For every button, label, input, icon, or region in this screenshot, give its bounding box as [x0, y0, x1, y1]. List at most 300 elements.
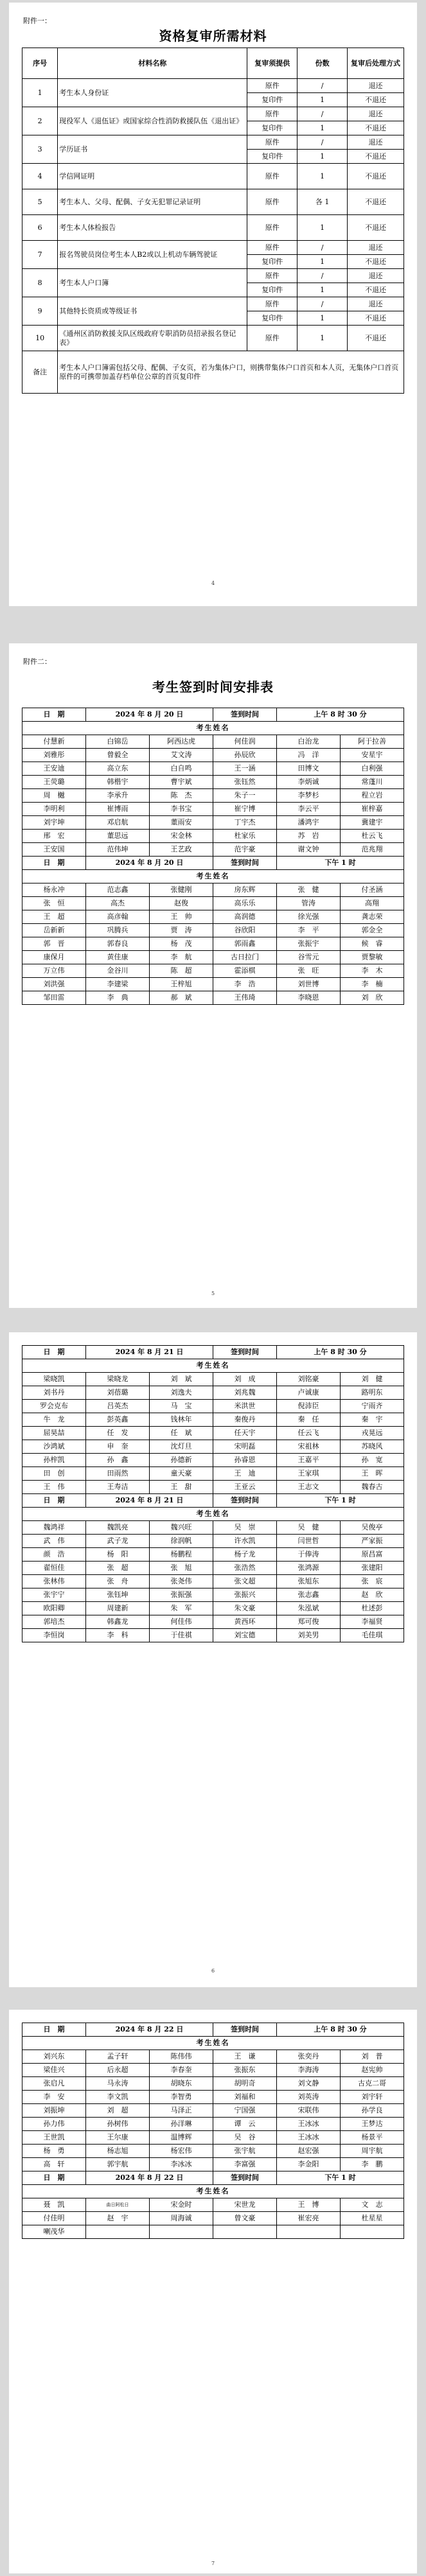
candidate-name: 田博文 [277, 762, 341, 776]
table-row [22, 107, 404, 121]
copies: 1 [297, 311, 348, 326]
candidate-name: 冯 洋 [277, 749, 341, 762]
candidate-name: 李文凯 [86, 2091, 150, 2104]
candidate-name: 赵 宇 [86, 2212, 150, 2225]
candidate-name: 罗会克布 [22, 1400, 86, 1413]
candidate-name: 任 发 [86, 1427, 150, 1440]
header-cell: 复审须提供 [247, 48, 297, 79]
candidate-name: 康保月 [22, 951, 86, 964]
candidate-name: 杨 阳 [86, 1548, 150, 1562]
handling: 不退还 [348, 164, 404, 189]
date-value: 2024 年 8 月 21 日 [86, 1494, 213, 1508]
candidate-name: 杨志旭 [86, 2145, 150, 2158]
candidate-name: 郭金全 [341, 924, 404, 937]
table-row [22, 830, 404, 843]
candidate-name: 王伟琦 [213, 991, 277, 1005]
candidate-name: 付佳明 [22, 2212, 86, 2225]
provide-type: 复印件 [247, 93, 297, 107]
candidate-name: 李智勇 [150, 2091, 213, 2104]
provide-type: 原件 [247, 269, 297, 283]
table-row [22, 964, 404, 978]
candidate-name: 王寿洁 [86, 1481, 150, 1494]
table-row [22, 2212, 404, 2225]
candidate-name-header: 考生姓名 [22, 2037, 404, 2050]
candidate-name: 宋祖林 [277, 1440, 341, 1454]
candidate-name: 霍添棋 [213, 964, 277, 978]
item-number: 7 [22, 241, 58, 269]
provide-type: 复印件 [247, 121, 297, 135]
table-row [22, 1413, 404, 1427]
candidate-name: 沙鸿斌 [22, 1440, 86, 1454]
candidate-name: 田 创 [22, 1467, 86, 1481]
candidate-name: 牛 龙 [22, 1413, 86, 1427]
item-number: 3 [22, 135, 58, 164]
table-row [22, 843, 404, 857]
candidate-name: 高 轩 [22, 2158, 86, 2171]
material-name: 其他特长资质或等级证书 [58, 297, 247, 326]
material-name: 学历证书 [58, 135, 247, 164]
candidate-name: 王 超 [22, 910, 86, 924]
item-number: 2 [22, 107, 58, 135]
candidate-name: 沈灯旦 [150, 1440, 213, 1454]
handling: 退还 [348, 135, 404, 150]
candidate-name: 谷雪元 [277, 951, 341, 964]
copies: / [297, 241, 348, 255]
table-row [22, 1588, 404, 1602]
band-row [22, 2185, 404, 2198]
candidate-name: 杨鹏程 [150, 1548, 213, 1562]
candidate-name: 郭宇航 [86, 2158, 150, 2171]
provide-type: 复印件 [247, 150, 297, 164]
candidate-name: 李富强 [213, 2158, 277, 2171]
candidate-name: 倪沛臣 [277, 1400, 341, 1413]
table-row [22, 1454, 404, 1467]
candidate-name: 于俸涛 [277, 1548, 341, 1562]
candidate-name: 李春奎 [150, 2064, 213, 2077]
table-row [22, 749, 404, 762]
candidate-name: 温博辉 [150, 2131, 213, 2145]
candidate-name: 李冰冰 [150, 2158, 213, 2171]
date-value: 2024 年 8 月 22 日 [86, 2023, 213, 2037]
table-row [22, 2131, 404, 2145]
candidate-name: 胡明奇 [213, 2077, 277, 2091]
candidate-name: 冀建宇 [341, 816, 404, 830]
candidate-name: 刘 普 [341, 2050, 404, 2064]
page-number: 4 [211, 580, 215, 586]
candidate-name-header: 考生姓名 [22, 870, 404, 883]
note-text: 考生本人户口簿需包括父母、配偶、子女页，若为集体户口，则携带集体户口首页和本人页，无集体户口首页原件的可携带加盖存档单位公章的首页复印件 [58, 351, 404, 394]
candidate-name: 毛佳琪 [341, 1629, 404, 1642]
candidate-name: 米洪世 [213, 1400, 277, 1413]
candidate-name: 李金阳 [277, 2158, 341, 2171]
candidate-name: 田雨然 [86, 1467, 150, 1481]
candidate-name: 李建梁 [86, 978, 150, 991]
date-header-row [22, 2023, 404, 2037]
candidate-name: 秦 任 [277, 1413, 341, 1427]
candidate-name: 张旭东 [277, 1575, 341, 1588]
handling: 退还 [348, 269, 404, 283]
candidate-name: 郝 斌 [150, 991, 213, 1005]
table-row [22, 991, 404, 1005]
candidate-name: 张 旭 [150, 1562, 213, 1575]
candidate-name: 刘世博 [277, 978, 341, 991]
candidate-name: 王梓旭 [150, 978, 213, 991]
candidate-name: 张 舟 [86, 1575, 150, 1588]
candidate-name: 许水凯 [213, 1535, 277, 1548]
handling: 不退还 [348, 189, 404, 215]
copies: / [297, 79, 348, 93]
candidate-name: 王嘉平 [277, 1454, 341, 1467]
candidate-name: 丁宇杰 [213, 816, 277, 830]
candidate-name: 魏春古 [341, 1481, 404, 1494]
copies: 1 [297, 93, 348, 107]
date-header-row [22, 857, 404, 870]
candidate-name [86, 2225, 150, 2239]
checkin-time: 下午 1 时 [277, 2171, 404, 2185]
provide-type: 原件 [247, 107, 297, 121]
copies: / [297, 135, 348, 150]
candidate-name: 孙睿恩 [213, 1454, 277, 1467]
material-name: 现役军人《退伍证》或国家综合性消防救援队伍《退出证》 [58, 107, 247, 135]
page-title: 考生签到时间安排表 [152, 679, 274, 695]
provide-type: 原件 [247, 241, 297, 255]
handling: 不退还 [348, 283, 404, 297]
candidate-name: 邓启航 [86, 816, 150, 830]
candidate-name: 刘 欣 [341, 991, 404, 1005]
copies: 1 [297, 255, 348, 269]
candidate-name: 卢诚康 [277, 1386, 341, 1400]
candidate-name: 后永超 [86, 2064, 150, 2077]
candidate-name: 李海涛 [277, 2064, 341, 2077]
candidate-name: 王 伟 [22, 1481, 86, 1494]
candidate-name-header: 考生姓名 [22, 1508, 404, 1521]
candidate-name: 李福贤 [341, 1615, 404, 1629]
material-name: 考生本人体检报告 [58, 215, 247, 241]
checkin-label: 签到时间 [213, 2171, 277, 2185]
table-row [22, 2091, 404, 2104]
candidate-name: 武 伟 [22, 1535, 86, 1548]
candidate-name: 宋联伟 [277, 2104, 341, 2118]
candidate-name: 刘 健 [341, 1373, 404, 1386]
candidate-name: 付圣涵 [341, 883, 404, 897]
candidate-name: 赵宏强 [277, 2145, 341, 2158]
candidate-name: 贾黎敏 [341, 951, 404, 964]
candidate-name: 王 晖 [341, 1467, 404, 1481]
candidate-name: 刘 超 [86, 2104, 150, 2118]
table-row [22, 1562, 404, 1575]
candidate-name: 任云飞 [277, 1427, 341, 1440]
candidate-name: 古克二哥 [341, 2077, 404, 2091]
candidate-name: 路明东 [341, 1386, 404, 1400]
checkin-time: 下午 1 时 [277, 1494, 404, 1508]
candidate-name: 常蓬川 [341, 776, 404, 789]
table-row [22, 789, 404, 803]
candidate-name: 高杰 [86, 897, 150, 910]
candidate-name: 刘雅彤 [22, 749, 86, 762]
table-row [22, 883, 404, 897]
candidate-name: 崔宏亮 [277, 2212, 341, 2225]
candidate-name: 马泽正 [150, 2104, 213, 2118]
candidate-name: 万立伟 [22, 964, 86, 978]
candidate-name: 崔宁博 [213, 803, 277, 816]
candidate-name: 钱林年 [150, 1413, 213, 1427]
page-3 [9, 1332, 417, 1987]
candidate-name: 谷欣阳 [213, 924, 277, 937]
material-name: 考生本人户口簿 [58, 269, 247, 297]
checkin-time: 上午 8 时 30 分 [277, 2023, 404, 2037]
candidate-name: 李 平 [277, 924, 341, 937]
candidate-name: 孙 宽 [341, 1454, 404, 1467]
candidate-name: 张振兴 [213, 1588, 277, 1602]
candidate-name: 王一涵 [213, 762, 277, 776]
candidate-name: 刘洪强 [22, 978, 86, 991]
candidate-name: 何佳润 [213, 735, 277, 749]
page-number: 5 [211, 1291, 215, 1296]
candidate-name: 张 旺 [277, 964, 341, 978]
candidate-name: 刘英涛 [277, 2091, 341, 2104]
table-row [22, 937, 404, 951]
copies: 1 [297, 164, 348, 189]
candidate-name: 李 安 [22, 2091, 86, 2104]
item-number: 9 [22, 297, 58, 326]
candidate-name: 刘兴东 [22, 2050, 86, 2064]
candidate-name: 王梦达 [341, 2118, 404, 2131]
copies: 1 [297, 121, 348, 135]
candidate-name: 张志鑫 [277, 1588, 341, 1602]
item-number: 10 [22, 326, 58, 351]
schedule-table [22, 2023, 404, 2239]
header-cell: 复审后处理方式 [348, 48, 404, 79]
candidate-name-header: 考生姓名 [22, 722, 404, 735]
candidate-name: 屈昊喆 [22, 1427, 86, 1440]
handling: 不退还 [348, 255, 404, 269]
band-row [22, 722, 404, 735]
candidate-name: 杨永冲 [22, 883, 86, 897]
table-row [22, 776, 404, 789]
copies: / [297, 269, 348, 283]
candidate-name: 赵俊 [150, 897, 213, 910]
table-row [22, 816, 404, 830]
candidate-name: 韩楷宇 [86, 776, 150, 789]
candidate-name: 谭 云 [213, 2118, 277, 2131]
candidate-name: 刘文静 [277, 2077, 341, 2091]
candidate-name: 巩腾兵 [86, 924, 150, 937]
candidate-name: 李明利 [22, 803, 86, 816]
candidate-name: 李炳诚 [277, 776, 341, 789]
candidate-name: 梁晓凯 [22, 1373, 86, 1386]
table-row [22, 2145, 404, 2158]
candidate-name: 李 航 [150, 951, 213, 964]
candidate-name: 喇茂华 [22, 2225, 86, 2239]
candidate-name: 管涛 [277, 897, 341, 910]
candidate-name [341, 2225, 404, 2239]
date-label: 日 期 [22, 1346, 86, 1359]
candidate-name: 龚志荣 [341, 910, 404, 924]
candidate-name: 王亚云 [213, 1481, 277, 1494]
candidate-name: 徐润帆 [150, 1535, 213, 1548]
band-row [22, 1508, 404, 1521]
candidate-name: 孙辰欣 [213, 749, 277, 762]
candidate-name: 曲日阿松日 [86, 2198, 150, 2212]
copies: 1 [297, 150, 348, 164]
candidate-name: 王荧璐 [22, 776, 86, 789]
candidate-name: 王安迪 [22, 762, 86, 776]
item-number: 1 [22, 79, 58, 107]
date-value: 2024 年 8 月 20 日 [86, 708, 213, 722]
date-label: 日 期 [22, 708, 86, 722]
candidate-name: 李 楠 [341, 978, 404, 991]
provide-type: 复印件 [247, 311, 297, 326]
candidate-name: 李书宝 [150, 803, 213, 816]
candidate-name: 吴 崇 [213, 1521, 277, 1535]
table-row [22, 215, 404, 241]
table-row [22, 978, 404, 991]
candidate-name: 孙梓凯 [22, 1454, 86, 1467]
table-row [22, 1548, 404, 1562]
band-row [22, 870, 404, 883]
candidate-name: 李梦杉 [277, 789, 341, 803]
table-row [22, 241, 404, 255]
candidate-name: 孙树伟 [86, 2118, 150, 2131]
candidate-name: 刘 斌 [150, 1373, 213, 1386]
table-row [22, 2104, 404, 2118]
handling: 不退还 [348, 326, 404, 351]
candidate-name: 高立东 [86, 762, 150, 776]
handling: 不退还 [348, 121, 404, 135]
table-row [22, 2225, 404, 2239]
candidate-name: 李 典 [86, 991, 150, 1005]
candidate-name: 魏凯亮 [86, 1521, 150, 1535]
candidate-name: 郭春良 [86, 937, 150, 951]
table-row [22, 79, 404, 93]
table-row [22, 803, 404, 816]
candidate-name: 宋世龙 [213, 2198, 277, 2212]
candidate-name: 吕英杰 [86, 1400, 150, 1413]
provide-type: 复印件 [247, 255, 297, 269]
candidate-name: 张 超 [86, 1562, 150, 1575]
candidate-name: 王世凯 [22, 2131, 86, 2145]
candidate-name: 朱文豪 [213, 1602, 277, 1615]
candidate-name: 张文超 [213, 1575, 277, 1588]
header-cell: 材料名称 [58, 48, 247, 79]
candidate-name: 陈 杰 [150, 789, 213, 803]
candidate-name: 朱泓斌 [277, 1602, 341, 1615]
candidate-name: 董思远 [86, 830, 150, 843]
candidate-name: 聂 凯 [22, 2198, 86, 2212]
table-row [22, 1440, 404, 1454]
provide-type: 原件 [247, 79, 297, 93]
candidate-name: 孙 鑫 [86, 1454, 150, 1467]
candidate-name: 王家琪 [277, 1467, 341, 1481]
candidate-name: 梁晓龙 [86, 1373, 150, 1386]
date-header-row [22, 2171, 404, 2185]
candidate-name: 孙德新 [150, 1454, 213, 1467]
table-row [22, 924, 404, 937]
candidate-name: 张宇宁 [22, 1588, 86, 1602]
candidate-name: 徐光强 [277, 910, 341, 924]
candidate-name: 原昌富 [341, 1548, 404, 1562]
candidate-name: 范志鑫 [86, 883, 150, 897]
candidate-name: 刘铭豪 [277, 1373, 341, 1386]
candidate-name: 文 志 [341, 2198, 404, 2212]
candidate-name: 翟恒佳 [22, 1562, 86, 1575]
candidate-name: 范伟坤 [86, 843, 150, 857]
candidate-name: 杨 勇 [22, 2145, 86, 2158]
provide-type: 原件 [247, 164, 297, 189]
candidate-name: 李 浩 [213, 978, 277, 991]
candidate-name: 颜 浩 [22, 1548, 86, 1562]
candidate-name: 苏 岩 [277, 830, 341, 843]
candidate-name: 李承升 [86, 789, 150, 803]
candidate-name: 赵 欣 [341, 1588, 404, 1602]
candidate-name: 宋金林 [150, 830, 213, 843]
table-row [22, 2064, 404, 2077]
candidate-name: 武子龙 [86, 1535, 150, 1548]
candidate-name: 王冰冰 [277, 2118, 341, 2131]
candidate-name: 王冰冰 [277, 2131, 341, 2145]
candidate-name: 邹田雷 [22, 991, 86, 1005]
material-name: 考生本人、父母、配偶、子女无犯罪记录证明 [58, 189, 247, 215]
candidate-name: 周宇航 [341, 2145, 404, 2158]
candidate-name-header: 考生姓名 [22, 2185, 404, 2198]
candidate-name: 黄西环 [213, 1615, 277, 1629]
candidate-name: 胡晓东 [150, 2077, 213, 2091]
candidate-name: 李云平 [277, 803, 341, 816]
candidate-name: 范兆翔 [341, 843, 404, 857]
candidate-name: 刘美男 [277, 1629, 341, 1642]
handling: 不退还 [348, 215, 404, 241]
table-row [22, 2077, 404, 2091]
candidate-name: 张尧伟 [150, 1575, 213, 1588]
candidate-name: 王 甜 [150, 1481, 213, 1494]
candidate-name: 白利强 [341, 762, 404, 776]
material-name: 《通州区消防救援支队区级政府专职消防员招录报名登记表》 [58, 326, 247, 351]
candidate-name: 宋金时 [150, 2198, 213, 2212]
item-number: 5 [22, 189, 58, 215]
handling: 退还 [348, 241, 404, 255]
candidate-name: 王尔康 [86, 2131, 150, 2145]
candidate-name: 于佳祺 [150, 1629, 213, 1642]
materials-table [22, 48, 404, 394]
candidate-name [213, 2225, 277, 2239]
candidate-name: 张振强 [150, 1588, 213, 1602]
copies: 1 [297, 215, 348, 241]
table-row [22, 897, 404, 910]
candidate-name: 陈 超 [150, 964, 213, 978]
candidate-name: 魏鸿祥 [22, 1521, 86, 1535]
candidate-name: 阿西达虎 [150, 735, 213, 749]
date-value: 2024 年 8 月 20 日 [86, 857, 213, 870]
candidate-name: 马 宝 [150, 1400, 213, 1413]
candidate-name: 陈伟伟 [150, 2050, 213, 2064]
candidate-name: 曾文豪 [213, 2212, 277, 2225]
table-row [22, 1481, 404, 1494]
provide-type: 复印件 [247, 283, 297, 297]
table-row [22, 1400, 404, 1413]
candidate-name: 刘宇坤 [22, 816, 86, 830]
candidate-name: 闫世哲 [277, 1535, 341, 1548]
candidate-name: 杨子龙 [213, 1548, 277, 1562]
candidate-name: 孙学良 [341, 2104, 404, 2118]
table-row [22, 1535, 404, 1548]
candidate-name: 张鸿源 [277, 1562, 341, 1575]
candidate-name: 刘 成 [213, 1373, 277, 1386]
table-row [22, 2158, 404, 2171]
candidate-name: 张健刚 [150, 883, 213, 897]
table-row [22, 1373, 404, 1386]
candidate-name: 杜家乐 [213, 830, 277, 843]
table-row [22, 762, 404, 776]
